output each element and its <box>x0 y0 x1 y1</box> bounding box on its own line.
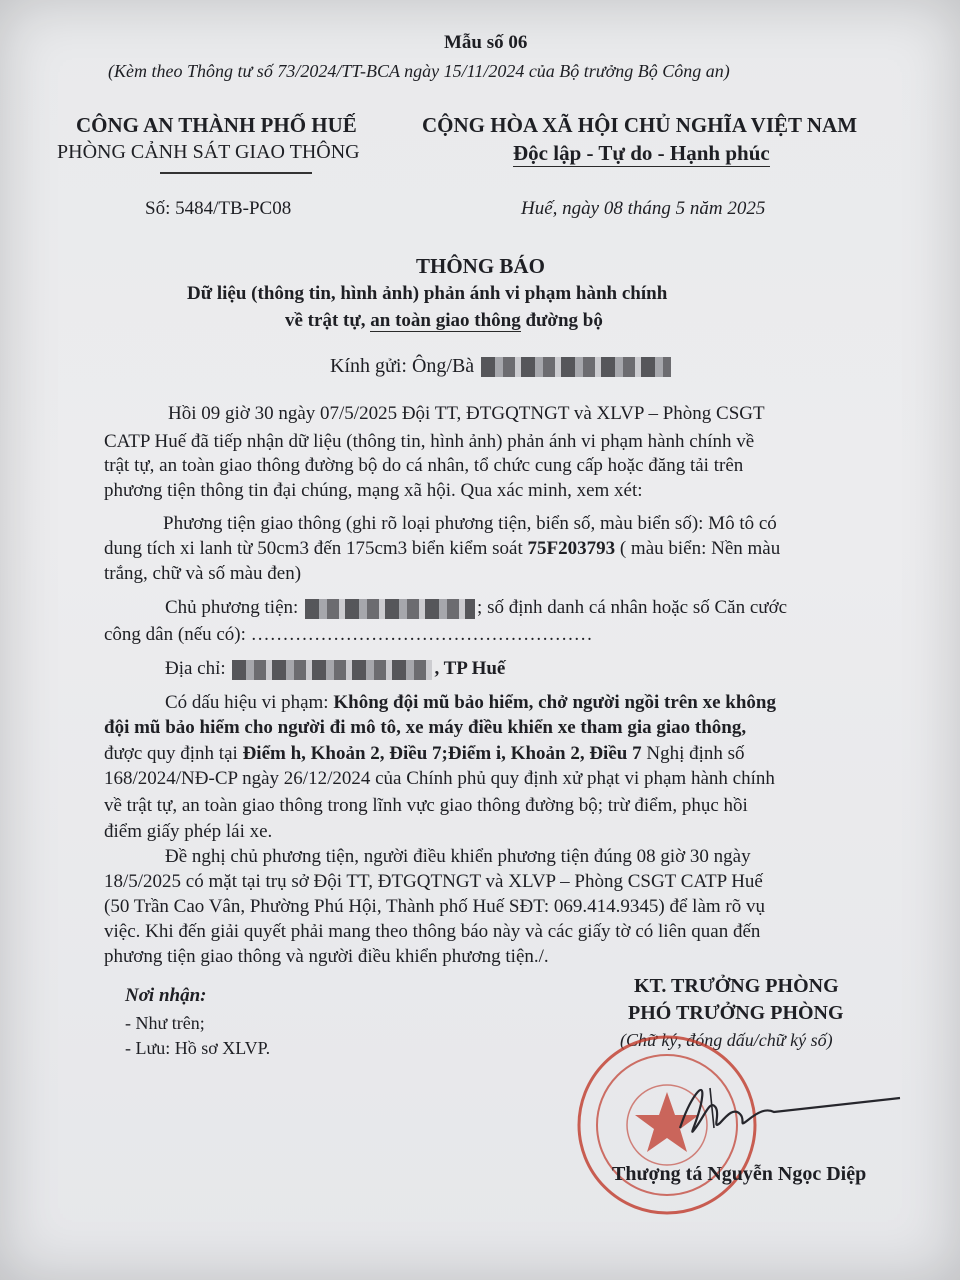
signature-title-1: KT. TRƯỞNG PHÒNG <box>634 975 839 997</box>
p1-line-1: Hồi 09 giờ 30 ngày 07/5/2025 Đội TT, ĐTGQTNGT và XLVP – Phòng CSGT <box>168 403 765 424</box>
document-subtitle-1: Dữ liệu (thông tin, hình ảnh) phản ánh vi phạm hành chính <box>187 283 668 304</box>
vehicle-line-3: trắng, chữ và số màu đen) <box>104 563 302 584</box>
request-line-4: việc. Khi đến giải quyết phải mang theo thông báo này và các giấy tờ có liên quan đến <box>104 921 761 942</box>
recipients-label: Nơi nhận: <box>125 985 207 1006</box>
request-line-1: Đề nghị chủ phương tiện, người điều khiển phương tiện đúng 08 giờ 30 ngày <box>165 846 751 867</box>
owner-line-1: Chủ phương tiện: ; số định danh cá nhân hoặc số Căn cước <box>165 597 788 618</box>
owner-line-2: công dân (nếu có): ……………………………………………… <box>104 624 593 645</box>
redacted-owner <box>305 599 475 619</box>
request-line-3: (50 Trần Cao Vân, Phường Phú Hội, Thành phố Huế SĐT: 069.414.9345) để làm rõ vụ <box>104 896 765 917</box>
signature-note: (Chữ ký, đóng dấu/chữ ký số) <box>620 1030 833 1050</box>
vehicle-line-1: Phương tiện giao thông (ghi rõ loại phương tiện, biển số, màu biển số): Mô tô có <box>163 513 777 534</box>
signer-name: Thượng tá Nguyễn Ngọc Diệp <box>612 1163 867 1185</box>
form-number: Mẫu số 06 <box>444 32 528 53</box>
document-title: THÔNG BÁO <box>416 254 545 278</box>
request-line-2: 18/5/2025 có mặt tại trụ sở Đội TT, ĐTGQTNGT và XLVP – Phòng CSGT CATP Huế <box>104 871 763 892</box>
p1-line-4: phương tiện thông tin đại chúng, mạng xã hội. Qua xác minh, xem xét: <box>104 480 643 501</box>
violation-line-4: 168/2024/NĐ-CP ngày 26/12/2024 của Chính phủ quy định xử phạt vi phạm hành chính <box>104 768 775 789</box>
handwritten-signature <box>650 1068 910 1148</box>
recipient-line: Kính gửi: Ông/Bà <box>330 355 673 378</box>
redacted-recipient <box>481 357 671 377</box>
vehicle-line-2: dung tích xi lanh từ 50cm3 đến 175cm3 biển kiểm soát 75F203793 ( màu biển: Nền màu <box>104 538 781 559</box>
document-subtitle-2: về trật tự, an toàn giao thông đường bộ <box>285 310 603 331</box>
violation-line-2: đội mũ bảo hiểm cho người đi mô tô, xe máy điều khiển xe tham gia giao thông, <box>104 717 747 738</box>
place-date: Huế, ngày 08 tháng 5 năm 2025 <box>521 198 766 219</box>
request-line-5: phương tiện giao thông và người điều khiển phương tiện./. <box>104 946 549 967</box>
violation-line-6: điểm giấy phép lái xe. <box>104 821 273 842</box>
violation-line-1: Có dấu hiệu vi phạm: Không đội mũ bảo hiểm, chở người ngồi trên xe không <box>165 692 776 713</box>
agency-name: CÔNG AN THÀNH PHỐ HUẾ <box>76 113 357 137</box>
p1-line-2: CATP Huế đã tiếp nhận dữ liệu (thông tin, hình ảnh) phản ánh vi phạm hành chính về <box>104 431 755 452</box>
country-motto: Độc lập - Tự do - Hạnh phúc <box>513 141 770 165</box>
agency-underline <box>160 172 312 174</box>
agency-department: PHÒNG CẢNH SÁT GIAO THÔNG <box>57 141 360 163</box>
country-name: CỘNG HÒA XÃ HỘI CHỦ NGHĨA VIỆT NAM <box>422 113 858 137</box>
violation-line-5: về trật tự, an toàn giao thông trong lĩnh vực giao thông đường bộ; trừ điểm, phục hồi <box>104 795 748 816</box>
document-number: Số: 5484/TB-PC08 <box>145 198 292 219</box>
violation-line-3: được quy định tại Điểm h, Khoản 2, Điều 7;Điểm i, Khoản 2, Điều 7 Nghị định số <box>104 743 745 764</box>
recipients-item-2: - Lưu: Hồ sơ XLVP. <box>125 1038 271 1058</box>
p1-line-3: trật tự, an toàn giao thông đường bộ do cá nhân, tổ chức cung cấp hoặc đăng tải trên <box>104 455 744 476</box>
recipients-item-1: - Như trên; <box>125 1013 205 1033</box>
redacted-address <box>232 660 432 680</box>
address-line: Địa chỉ: , TP Huế <box>165 658 506 679</box>
form-attached-note: (Kèm theo Thông tư số 73/2024/TT-BCA ngày 15/11/2024 của Bộ trưởng Bộ Công an) <box>108 61 730 81</box>
signature-title-2: PHÓ TRƯỞNG PHÒNG <box>628 1002 844 1024</box>
license-plate: 75F203793 <box>527 538 616 559</box>
